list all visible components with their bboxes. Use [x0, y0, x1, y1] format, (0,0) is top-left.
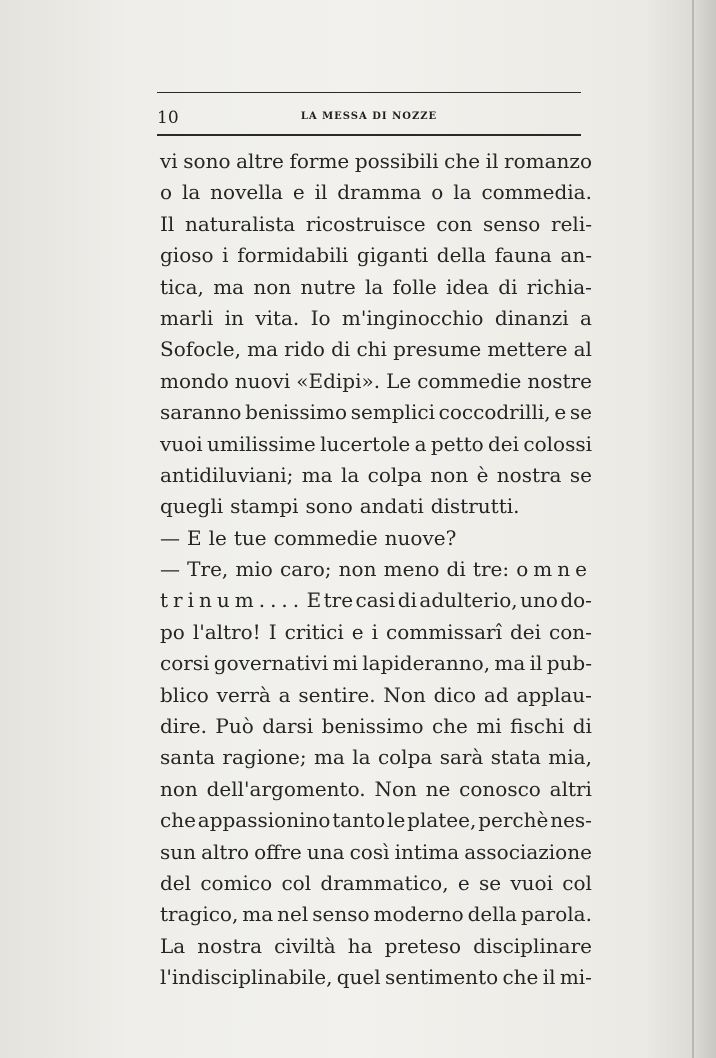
- text-word: vita.: [255, 305, 300, 330]
- text-word: naturalista: [184, 211, 296, 236]
- page-header: [157, 108, 581, 128]
- text-word: nutre: [300, 274, 356, 299]
- text-word: la: [352, 745, 371, 770]
- text-line: [160, 962, 592, 993]
- text-line: [160, 146, 592, 177]
- text-word: casi: [355, 588, 396, 613]
- text-line: [160, 209, 592, 240]
- text-word: ricostruisce: [305, 211, 426, 236]
- text-word: nel: [277, 902, 309, 927]
- text-word: Le: [386, 368, 412, 393]
- text-word: se: [478, 870, 502, 895]
- text-word: reli-: [551, 211, 592, 236]
- text-word: stata: [490, 745, 541, 770]
- text-word: ma: [213, 274, 245, 299]
- text-word: così: [349, 839, 390, 864]
- text-word: vuoi: [160, 431, 203, 456]
- text-word: preteso: [384, 933, 462, 958]
- text-word: mia,: [548, 745, 592, 770]
- text-word: E: [306, 588, 322, 613]
- text-word: La: [160, 933, 186, 958]
- text-line: [160, 334, 592, 365]
- text-word: di: [446, 557, 466, 582]
- text-word: tue: [233, 525, 267, 550]
- text-word: del: [160, 870, 192, 895]
- text-line: [160, 805, 592, 836]
- text-line: [160, 648, 592, 679]
- text-word: è: [476, 462, 489, 487]
- text-word: disciplinare: [473, 933, 592, 958]
- text-word: pub-: [546, 651, 592, 676]
- text-line: [160, 742, 592, 773]
- text-line: [160, 617, 592, 648]
- text-word: —: [160, 557, 180, 582]
- text-word: tre: [323, 588, 354, 613]
- text-line: [160, 585, 592, 616]
- text-line: [160, 460, 592, 491]
- text-word: m'inginocchio: [341, 305, 484, 330]
- text-word: —: [160, 525, 180, 550]
- text-word: della: [467, 902, 517, 927]
- text-word: e: [554, 400, 567, 425]
- text-word: dramma: [337, 180, 422, 205]
- text-word: Io: [310, 305, 331, 330]
- text-word: tre:: [472, 557, 510, 582]
- text-word: vuoi: [510, 870, 553, 895]
- text-word: di: [572, 714, 592, 739]
- text-word: nes-: [550, 808, 592, 833]
- text-word: critici: [284, 619, 344, 644]
- text-word: Non: [383, 682, 426, 707]
- text-word: comico: [200, 870, 273, 895]
- text-word: antidiluviani;: [160, 462, 294, 487]
- text-word: verrà: [216, 682, 271, 707]
- text-word: governativi: [213, 651, 329, 676]
- text-word: umilissime: [206, 431, 316, 456]
- text-word: o: [160, 180, 173, 205]
- text-word: i: [222, 243, 229, 268]
- text-word: la: [340, 462, 360, 487]
- text-word: «Edipi».: [296, 368, 381, 393]
- text-word: al: [573, 337, 592, 362]
- text-word: fauna: [494, 243, 552, 268]
- text-word: moderno: [373, 902, 464, 927]
- text-word: e: [292, 180, 305, 205]
- text-word: vi: [160, 149, 178, 173]
- text-word: folle: [392, 274, 437, 299]
- text-word: Può: [215, 714, 254, 739]
- text-line: [160, 177, 592, 208]
- text-word: petto: [430, 431, 484, 456]
- text-word: do-: [560, 588, 592, 613]
- text-word: nuove?: [384, 525, 457, 550]
- text-word: una: [306, 839, 345, 864]
- text-line: [160, 429, 592, 460]
- text-word: coccodrilli,: [438, 400, 551, 425]
- text-word: commedie: [417, 368, 522, 393]
- text-word: dei: [509, 619, 542, 644]
- text-word: commedie: [273, 525, 378, 550]
- text-word: e: [457, 870, 470, 895]
- text-word: sono: [183, 149, 231, 173]
- text-line: [160, 680, 592, 711]
- text-word: mi-: [559, 965, 592, 990]
- text-word: meno: [383, 557, 440, 582]
- text-word: presume: [393, 337, 482, 362]
- text-word: a: [414, 431, 427, 456]
- text-word: dinanzi: [494, 305, 569, 330]
- page-number: 10: [157, 108, 179, 128]
- text-word: perchè: [478, 808, 549, 833]
- text-word: altro: [201, 839, 250, 864]
- text-word: di: [397, 588, 417, 613]
- text-word: il: [314, 180, 328, 205]
- text-word: tanto: [332, 808, 386, 833]
- text-word: an-: [560, 243, 592, 268]
- text-word: col: [562, 870, 592, 895]
- text-word: trinum....: [160, 588, 305, 613]
- text-line: [160, 303, 592, 334]
- text-word: di: [498, 274, 518, 299]
- text-word: commissarî: [386, 619, 502, 644]
- text-word: ma: [301, 462, 333, 487]
- text-word: idea: [446, 274, 489, 299]
- text-word: Non: [374, 776, 417, 801]
- text-word: altre: [236, 149, 284, 173]
- text-word: se: [569, 400, 592, 425]
- text-word: dell'argomento.: [206, 776, 366, 801]
- text-word: omne: [516, 557, 592, 582]
- text-word: se: [569, 462, 592, 487]
- text-word: fischi: [510, 714, 565, 739]
- text-word: formidabili: [237, 243, 349, 268]
- text-word: chi: [356, 337, 387, 362]
- text-word: Sofocle,: [160, 337, 241, 362]
- text-word: blico: [160, 682, 209, 707]
- text-line: [160, 711, 592, 742]
- text-word: saranno: [160, 400, 242, 425]
- text-word: senso: [483, 211, 541, 236]
- text-word: andati: [359, 494, 424, 519]
- text-word: richia-: [526, 274, 592, 299]
- text-word: civiltà: [274, 933, 336, 958]
- text-word: platee,: [407, 808, 477, 833]
- text-word: che: [160, 808, 196, 833]
- text-line: [160, 554, 592, 585]
- text-line: [160, 397, 592, 428]
- text-word: col: [281, 870, 312, 895]
- text-word: mettere: [487, 337, 568, 362]
- text-word: applau-: [516, 682, 592, 707]
- text-word: dico: [433, 682, 477, 707]
- text-word: offre: [254, 839, 302, 864]
- text-word: mi: [476, 714, 502, 739]
- text-word: a: [278, 682, 291, 707]
- text-word: sun: [160, 839, 197, 864]
- text-word: conosco: [459, 776, 541, 801]
- text-word: i: [371, 619, 379, 644]
- text-word: santa: [160, 745, 216, 770]
- text-word: di: [331, 337, 351, 362]
- text-word: il: [542, 965, 556, 990]
- text-line: [160, 523, 592, 554]
- text-word: senso: [312, 902, 370, 927]
- text-word: nostra: [197, 933, 262, 958]
- text-word: la: [181, 180, 201, 205]
- body-text: [160, 146, 592, 994]
- text-word: caro;: [280, 557, 332, 582]
- text-word: ma: [247, 337, 279, 362]
- text-word: commedia.: [481, 180, 592, 205]
- text-word: possibili: [354, 149, 439, 173]
- text-word: associazione: [464, 839, 592, 864]
- text-word: parola.: [520, 902, 592, 927]
- text-word: la: [453, 180, 472, 205]
- text-word: ma: [242, 902, 274, 927]
- text-word: stampi: [230, 494, 299, 519]
- text-word: ma: [313, 745, 345, 770]
- text-word: I: [268, 619, 277, 644]
- text-word: mondo: [160, 368, 229, 393]
- text-word: che: [502, 965, 539, 990]
- text-word: intima: [394, 839, 460, 864]
- header-rule-bottom: [157, 134, 581, 136]
- text-word: quel: [336, 965, 381, 990]
- text-word: il: [485, 149, 499, 173]
- text-word: quegli: [160, 494, 224, 519]
- text-word: giganti: [356, 243, 429, 268]
- text-word: la: [365, 274, 384, 299]
- text-word: colossi: [523, 431, 592, 456]
- text-word: o: [431, 180, 444, 205]
- text-word: marli: [160, 305, 214, 330]
- text-word: benissimo: [245, 400, 348, 425]
- text-line: [160, 868, 592, 899]
- text-word: ad: [483, 682, 509, 707]
- text-line: [160, 899, 592, 930]
- text-line: [160, 366, 592, 397]
- text-line: [160, 837, 592, 868]
- text-word: in: [224, 305, 244, 330]
- header-rule-top: [157, 92, 581, 93]
- text-word: Il: [160, 211, 175, 236]
- text-word: non: [253, 274, 292, 299]
- text-word: corsi: [160, 651, 210, 676]
- text-word: colpa: [367, 462, 423, 487]
- text-word: nostra: [496, 462, 562, 487]
- text-word: non: [160, 776, 198, 801]
- text-word: ma: [494, 651, 526, 676]
- text-word: le: [208, 525, 227, 550]
- text-word: E: [187, 525, 202, 550]
- text-word: forme: [289, 149, 350, 173]
- text-word: tragico,: [160, 902, 239, 927]
- text-word: che: [431, 714, 468, 739]
- text-word: sentimento: [384, 965, 499, 990]
- text-word: darsi: [262, 714, 314, 739]
- text-word: con-: [549, 619, 592, 644]
- text-word: colpa: [377, 745, 433, 770]
- text-word: il: [529, 651, 543, 676]
- text-word: a: [579, 305, 592, 330]
- text-word: dire.: [160, 714, 207, 739]
- page-gutter: [692, 0, 694, 1058]
- text-word: l'indisciplinabile,: [160, 965, 333, 990]
- text-word: distrutti.: [430, 494, 520, 519]
- text-word: tica,: [160, 274, 204, 299]
- text-word: non: [338, 557, 377, 582]
- text-word: sarà: [439, 745, 484, 770]
- text-word: altri: [549, 776, 592, 801]
- text-word: nuovi: [234, 368, 291, 393]
- text-word: uno: [520, 588, 558, 613]
- text-line: [160, 491, 592, 522]
- text-word: benissimo: [321, 714, 424, 739]
- text-line: [160, 272, 592, 303]
- text-word: le: [387, 808, 406, 833]
- text-word: nostre: [527, 368, 592, 393]
- text-word: semplici: [350, 400, 435, 425]
- text-word: sono: [305, 494, 353, 519]
- text-word: lucertole: [320, 431, 411, 456]
- text-word: drammatico,: [320, 870, 449, 895]
- text-line: [160, 240, 592, 271]
- text-line: [160, 931, 592, 962]
- text-word: sentire.: [298, 682, 376, 707]
- text-word: non: [430, 462, 469, 487]
- text-word: della: [436, 243, 487, 268]
- text-word: gioso: [160, 243, 214, 268]
- text-word: dei: [488, 431, 520, 456]
- text-word: mio: [235, 557, 273, 582]
- text-word: appassionino: [197, 808, 331, 833]
- text-word: po: [160, 619, 185, 644]
- text-word: Tre,: [187, 557, 229, 582]
- text-word: romanzo: [504, 149, 592, 173]
- text-word: lapideranno,: [362, 651, 491, 676]
- text-word: che: [444, 149, 481, 173]
- text-word: l'altro!: [192, 619, 261, 644]
- text-word: rido: [284, 337, 325, 362]
- text-line: [160, 774, 592, 805]
- text-word: con: [436, 211, 473, 236]
- text-word: mi: [332, 651, 358, 676]
- running-title: LA MESSA DI NOZZE: [300, 111, 438, 122]
- text-word: novella: [210, 180, 283, 205]
- text-word: ha: [347, 933, 373, 958]
- text-word: e: [351, 619, 364, 644]
- text-word: adulterio,: [419, 588, 518, 613]
- text-word: ragione;: [222, 745, 307, 770]
- text-word: ne: [425, 776, 451, 801]
